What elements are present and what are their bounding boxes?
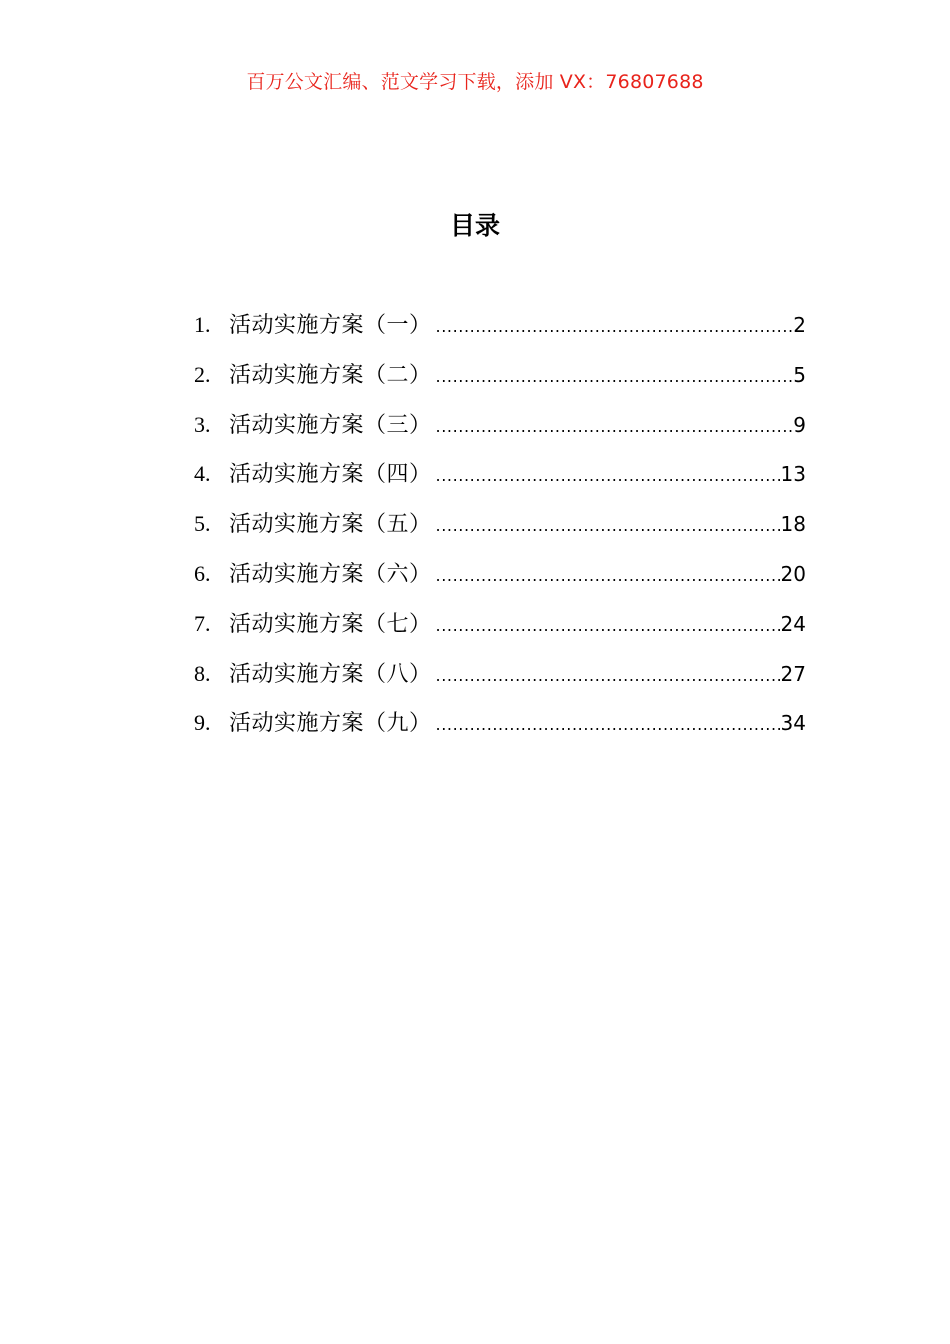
toc-dot-leader <box>432 501 781 551</box>
toc-entry-page: 20 <box>780 561 806 586</box>
toc-entry-title: 活动实施方案（六） <box>229 561 432 587</box>
toc-entry-page: 9 <box>793 412 806 437</box>
toc-entry-page: 2 <box>793 313 806 337</box>
toc-dot-leader <box>432 601 781 651</box>
toc-entry-number: 4. <box>194 461 211 487</box>
toc-entry-title: 活动实施方案（七） <box>229 611 432 637</box>
toc-dot-leader <box>432 402 794 452</box>
toc-entry-page: 24 <box>780 611 806 636</box>
toc-entry-number: 6. <box>194 560 211 586</box>
toc-entry-3[interactable] <box>194 400 806 450</box>
toc-entry-title: 活动实施方案（四） <box>229 462 432 488</box>
toc-entry-page: 13 <box>780 462 806 487</box>
toc-entry-number: 7. <box>194 610 211 636</box>
table-of-contents <box>194 300 806 748</box>
toc-dot-leader <box>432 700 781 750</box>
toc-entry-5[interactable] <box>194 499 806 549</box>
toc-entry-9[interactable] <box>194 698 806 748</box>
toc-entry-title: 活动实施方案（二） <box>229 362 432 388</box>
toc-entry-number: 9. <box>194 710 211 736</box>
toc-entry-number: 1. <box>194 312 211 337</box>
toc-entry-page: 34 <box>780 711 806 736</box>
toc-dot-leader <box>432 451 781 501</box>
toc-entry-page: 5 <box>793 362 806 387</box>
toc-entry-page: 18 <box>780 512 806 537</box>
toc-entry-number: 2. <box>194 361 211 387</box>
toc-entry-8[interactable] <box>194 649 806 699</box>
header-note: 百万公文汇编、范文学习下载，添加 VX：76807688 <box>246 71 704 93</box>
toc-entry-title: 活动实施方案（五） <box>229 512 432 538</box>
toc-entry-number: 8. <box>194 660 211 686</box>
toc-entry-page: 27 <box>780 661 806 686</box>
toc-entry-4[interactable] <box>194 449 806 499</box>
toc-entry-number: 3. <box>194 411 211 437</box>
toc-entry-2[interactable] <box>194 350 806 400</box>
toc-entry-title: 活动实施方案（八） <box>229 661 432 687</box>
toc-entry-title: 活动实施方案（三） <box>229 412 432 438</box>
toc-dot-leader <box>432 302 794 352</box>
toc-entry-6[interactable] <box>194 549 806 599</box>
toc-dot-leader <box>432 651 781 701</box>
toc-entry-title: 活动实施方案（九） <box>229 711 432 737</box>
toc-entry-1[interactable] <box>194 300 806 350</box>
toc-dot-leader <box>432 352 794 402</box>
toc-entry-number: 5. <box>194 511 211 537</box>
toc-title: 目录 <box>449 211 500 240</box>
toc-dot-leader <box>432 551 781 601</box>
toc-entry-7[interactable] <box>194 599 806 649</box>
toc-entry-title: 活动实施方案（一） <box>229 313 432 338</box>
